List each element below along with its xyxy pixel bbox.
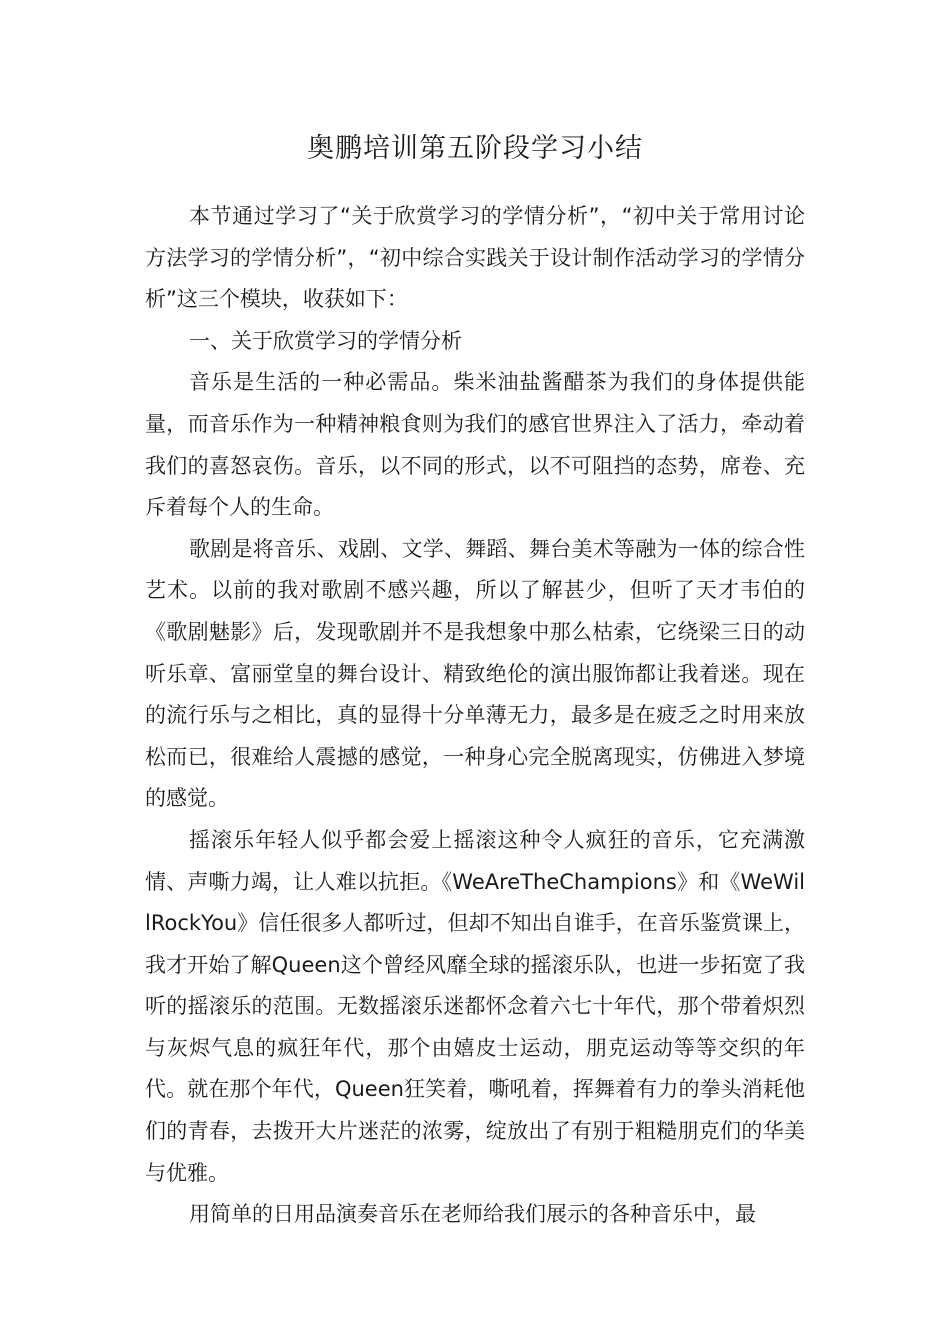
document-body [145,196,805,1236]
document-title: 奥鹏培训第五阶段学习小结 [307,133,643,164]
paragraph-music: 音乐是生活的一种必需品。柴米油盐酱醋茶为我们的身体提供能量，而音乐作为一种精神粮食则为我们的感官世界注入了活力，牵动着我们的喜怒哀伤。音乐，以不同的形式，以不可阻挡的态势，席卷、充斥着每个人的生命。 [145,370,805,520]
paragraph-intro: 本节通过学习了“关于欣赏学习的学情分析”，“初中关于常用讨论方法学习的学情分析”，“初中综合实践关于设计制作活动学习的学情分析”这三个模块，收获如下： [145,204,805,312]
paragraph-rock: 摇滚乐年轻人似乎都会爱上摇滚这种令人疯狂的音乐，它充满激情、声嘶力竭，让人难以抗拒。《WeAreTheChampions》和《WeWillRockYou》信任很多人都听过，但却不知出自谁手，在音乐鉴赏课上，我才开始了解Queen这个曾经风靡全球的摇滚乐队，也进一步拓宽了我听的摇滚乐的范围。无数摇滚乐迷都怀念着六七十年代，那个带着炽烈与灰烬气息的疯狂年代，那个由嬉皮士运动，朋克运动等等交织的年代。就在那个年代，Queen狂笑着，嘶吼着，挥舞着有力的拳头消耗他们的青春，去拨开大片迷茫的浓雾，绽放出了有别于粗糙朋克们的华美与优雅。 [145,827,805,1185]
section-heading: 一、关于欣赏学习的学情分析 [189,328,462,353]
paragraph-daily-items: 用简单的日用品演奏音乐在老师给我们展示的各种音乐中，最 [189,1202,756,1227]
paragraph-opera: 歌剧是将音乐、戏剧、文学、舞蹈、舞台美术等融为一体的综合性艺术。以前的我对歌剧不感兴趣，所以了解甚少，但听了天才韦伯的《歌剧魅影》后，发现歌剧并不是我想象中那么枯索，它绕梁三日的动听乐章、富丽堂皇的舞台设计、精致绝伦的演出服饰都让我着迷。现在的流行乐与之相比，真的显得十分单薄无力，最多是在疲乏之时用来放松而已，很难给人震撼的感觉，一种身心完全脱离现实，仿佛进入梦境的感觉。 [145,536,805,811]
